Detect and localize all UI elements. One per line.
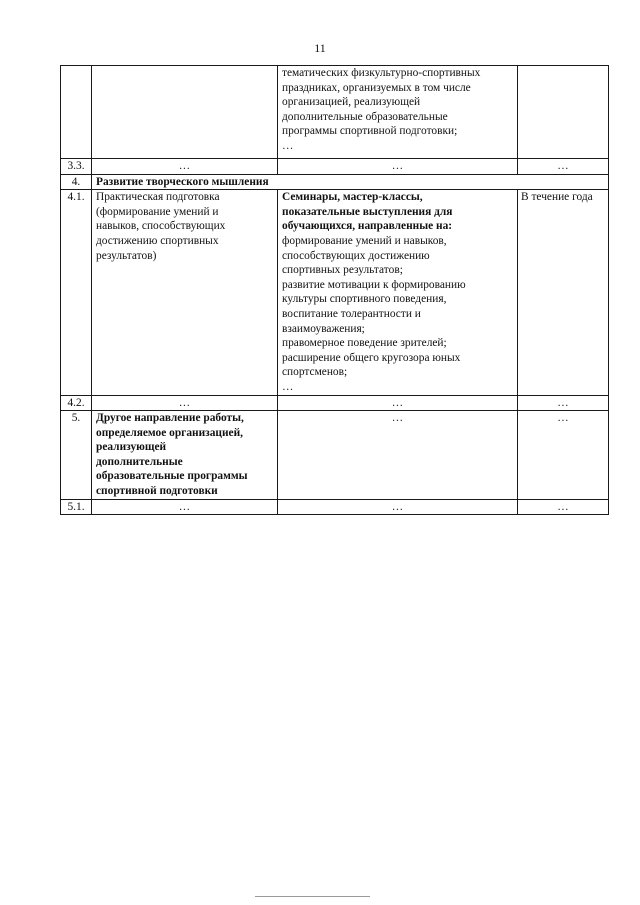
content-cell [278, 190, 518, 395]
scan-footer-line [255, 896, 370, 897]
row-number: 4.2. [61, 395, 92, 411]
content-heading-line: показательные выступления для [282, 205, 453, 218]
term-cell: … [518, 411, 609, 500]
direction-cell [92, 66, 278, 159]
term-cell: В течение года [518, 190, 609, 395]
table-row-continuation [61, 66, 609, 159]
direction-line: (формирование умений и [96, 205, 219, 218]
content-line: формирование умений и навыков, [282, 234, 447, 247]
content-line: … [282, 139, 294, 152]
content-cell: … [278, 499, 518, 515]
direction-cell [92, 411, 278, 500]
content-line: дополнительные образовательные [282, 110, 448, 123]
content-cell [278, 66, 518, 159]
direction-line: определяемое организацией, [96, 426, 244, 439]
direction-line: реализующей [96, 441, 167, 454]
content-line: организацией, реализующей [282, 96, 421, 109]
content-line: тематических физкультурно-спортивных [282, 67, 481, 79]
term-cell: … [518, 159, 609, 175]
direction-line: Практическая подготовка [96, 191, 220, 204]
content-heading-line: Семинары, мастер-классы, [282, 191, 423, 204]
content-line: взаимоуважения; [282, 322, 365, 335]
row-number: 4.1. [61, 190, 92, 395]
term-cell: … [518, 499, 609, 515]
content-line: программы спортивной подготовки; [282, 125, 458, 138]
table-row-4-1 [61, 190, 609, 395]
content-line: развитие мотивации к формированию [282, 278, 466, 291]
content-line: воспитание толерантности и [282, 307, 421, 320]
content-cell: … [278, 159, 518, 175]
content-line: культуры спортивного поведения, [282, 293, 447, 306]
direction-line: дополнительные [96, 455, 183, 468]
page-number: 11 [314, 41, 326, 55]
direction-cell: … [92, 395, 278, 411]
row-number: 5.1. [61, 499, 92, 515]
direction-line: результатов) [96, 249, 157, 262]
section-title: Развитие творческого мышления [92, 174, 609, 190]
table-row-3-3 [61, 159, 609, 175]
content-line: праздниках, организуемых в том числе [282, 81, 471, 94]
direction-line: спортивной подготовки [96, 485, 218, 498]
content-heading-line: обучающихся, направленные на: [282, 220, 453, 233]
content-cell: … [278, 395, 518, 411]
term-cell: … [518, 395, 609, 411]
term-cell [518, 66, 609, 159]
table-row-5 [61, 411, 609, 500]
content-line: спортсменов; [282, 366, 348, 379]
table-row-4 [61, 174, 609, 190]
content-cell: … [278, 411, 518, 500]
row-number [61, 66, 92, 159]
direction-line: достижению спортивных [96, 234, 219, 247]
content-line: способствующих достижению [282, 249, 430, 262]
row-number: 3.3. [61, 159, 92, 175]
sports-plan-table [60, 65, 609, 515]
direction-cell: … [92, 499, 278, 515]
content-line: расширение общего кругозора юных [282, 351, 461, 364]
direction-line: навыков, способствующих [96, 220, 226, 233]
content-line: правомерное поведение зрителей; [282, 337, 447, 350]
row-number: 5. [61, 411, 92, 500]
table-row-4-2 [61, 395, 609, 411]
direction-line: Другое направление работы, [96, 412, 244, 425]
direction-line: образовательные программы [96, 470, 248, 483]
row-number: 4. [61, 174, 92, 190]
content-line: … [282, 380, 294, 393]
content-line: спортивных результатов; [282, 264, 403, 277]
direction-cell [92, 190, 278, 395]
direction-cell: … [92, 159, 278, 175]
table-row-5-1 [61, 499, 609, 515]
